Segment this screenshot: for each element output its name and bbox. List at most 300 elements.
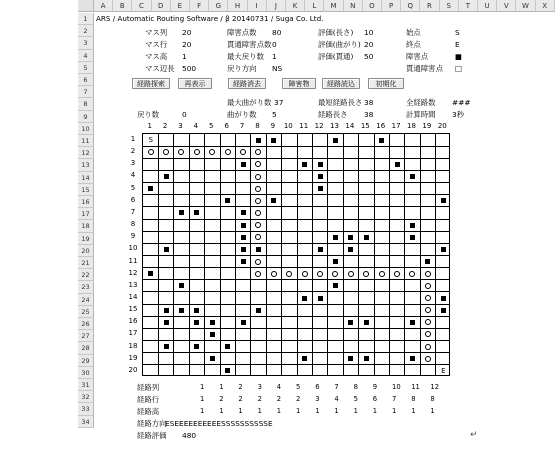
redisplay-button[interactable]: 再表示 — [178, 78, 212, 89]
grid-cell[interactable] — [343, 292, 358, 304]
grid-cell[interactable] — [405, 219, 420, 231]
grid-cell[interactable] — [205, 341, 220, 353]
grid-cell[interactable] — [205, 219, 220, 231]
grid-cell[interactable] — [436, 256, 451, 268]
grid-cell[interactable] — [420, 365, 435, 377]
column-header[interactable]: F — [190, 0, 209, 12]
grid-cell[interactable] — [405, 353, 420, 365]
row-header[interactable]: 21 — [78, 257, 94, 269]
row-header[interactable]: 13 — [78, 159, 94, 171]
grid-cell[interactable] — [158, 328, 173, 340]
grid-cell[interactable] — [359, 219, 374, 231]
grid-cell[interactable] — [235, 231, 250, 243]
grid-cell[interactable] — [220, 353, 235, 365]
grid-cell[interactable] — [251, 268, 266, 280]
grid-cell[interactable] — [328, 195, 343, 207]
grid-cell[interactable] — [297, 365, 312, 377]
grid-cell[interactable] — [158, 207, 173, 219]
grid-cell[interactable] — [266, 183, 281, 195]
grid-cell[interactable] — [189, 207, 204, 219]
grid-cell[interactable] — [174, 243, 189, 255]
grid-cell[interactable] — [282, 268, 297, 280]
grid-cell[interactable] — [312, 158, 327, 170]
grid-cell[interactable] — [251, 170, 266, 182]
grid-cell[interactable] — [143, 304, 158, 316]
row-header[interactable]: 12 — [78, 147, 94, 159]
param-value[interactable]: 20 — [182, 40, 192, 49]
grid-cell[interactable] — [251, 207, 266, 219]
grid-cell[interactable] — [235, 219, 250, 231]
grid-cell[interactable] — [189, 292, 204, 304]
grid-cell[interactable] — [389, 268, 404, 280]
grid-cell[interactable] — [251, 134, 266, 146]
grid-cell[interactable] — [374, 328, 389, 340]
grid-cell[interactable] — [282, 183, 297, 195]
grid-cell[interactable] — [374, 292, 389, 304]
grid-cell[interactable] — [220, 219, 235, 231]
grid-cell[interactable] — [220, 146, 235, 158]
grid-cell[interactable] — [266, 292, 281, 304]
grid-cell[interactable] — [158, 316, 173, 328]
grid-cell[interactable] — [359, 134, 374, 146]
row-header[interactable]: 27 — [78, 330, 94, 342]
grid-cell[interactable] — [297, 328, 312, 340]
grid-cell[interactable] — [282, 316, 297, 328]
grid-cell[interactable] — [297, 256, 312, 268]
grid-cell[interactable] — [143, 146, 158, 158]
grid-cell[interactable] — [189, 353, 204, 365]
grid-cell[interactable] — [436, 219, 451, 231]
grid-cell[interactable] — [389, 316, 404, 328]
grid-cell[interactable] — [158, 365, 173, 377]
grid-cell[interactable] — [436, 341, 451, 353]
grid-cell[interactable] — [220, 365, 235, 377]
grid-cell[interactable] — [220, 268, 235, 280]
row-header[interactable]: 28 — [78, 342, 94, 354]
grid-cell[interactable] — [328, 207, 343, 219]
grid-cell[interactable] — [220, 207, 235, 219]
start-cell[interactable]: S — [148, 136, 153, 145]
grid-cell[interactable] — [420, 231, 435, 243]
grid-cell[interactable] — [266, 353, 281, 365]
row-header[interactable]: 31 — [78, 379, 94, 391]
grid-cell[interactable] — [143, 231, 158, 243]
grid-cell[interactable] — [312, 219, 327, 231]
grid-cell[interactable] — [266, 134, 281, 146]
grid-cell[interactable] — [282, 304, 297, 316]
grid-cell[interactable] — [405, 341, 420, 353]
grid-cell[interactable] — [266, 341, 281, 353]
row-header[interactable]: 6 — [78, 74, 94, 86]
grid-cell[interactable] — [343, 207, 358, 219]
grid-cell[interactable] — [174, 365, 189, 377]
column-header[interactable]: V — [497, 0, 516, 12]
grid-cell[interactable] — [143, 328, 158, 340]
grid-cell[interactable] — [158, 231, 173, 243]
grid-cell[interactable] — [235, 207, 250, 219]
grid-cell[interactable] — [405, 304, 420, 316]
grid-cell[interactable] — [251, 328, 266, 340]
grid-cell[interactable] — [328, 316, 343, 328]
grid-cell[interactable] — [174, 195, 189, 207]
grid-cell[interactable] — [389, 280, 404, 292]
grid-cell[interactable] — [297, 183, 312, 195]
grid-cell[interactable] — [312, 292, 327, 304]
column-header[interactable]: K — [286, 0, 305, 12]
grid-cell[interactable] — [312, 341, 327, 353]
grid-cell[interactable] — [405, 207, 420, 219]
column-header[interactable]: I — [248, 0, 267, 12]
grid-cell[interactable] — [297, 304, 312, 316]
grid-cell[interactable] — [312, 365, 327, 377]
grid-cell[interactable] — [220, 292, 235, 304]
grid-cell[interactable] — [374, 146, 389, 158]
grid-cell[interactable] — [158, 353, 173, 365]
grid-cell[interactable] — [297, 134, 312, 146]
column-header[interactable]: O — [363, 0, 382, 12]
grid-cell[interactable] — [297, 195, 312, 207]
grid-cell[interactable] — [343, 146, 358, 158]
initialize-button[interactable]: 初期化 — [368, 78, 404, 89]
grid-cell[interactable] — [266, 146, 281, 158]
grid-cell[interactable] — [436, 268, 451, 280]
grid-cell[interactable] — [158, 158, 173, 170]
grid-cell[interactable] — [235, 316, 250, 328]
grid-cell[interactable] — [405, 183, 420, 195]
grid-cell[interactable] — [205, 183, 220, 195]
column-header[interactable]: P — [382, 0, 401, 12]
grid-cell[interactable] — [359, 195, 374, 207]
grid-cell[interactable] — [312, 268, 327, 280]
grid-cell[interactable] — [205, 207, 220, 219]
grid-cell[interactable] — [220, 170, 235, 182]
grid-cell[interactable] — [189, 158, 204, 170]
column-header[interactable]: U — [478, 0, 497, 12]
row-header[interactable]: 33 — [78, 403, 94, 415]
grid-cell[interactable] — [389, 353, 404, 365]
grid-cell[interactable] — [389, 328, 404, 340]
grid-cell[interactable] — [359, 292, 374, 304]
grid-cell[interactable] — [189, 304, 204, 316]
grid-cell[interactable] — [389, 170, 404, 182]
grid-cell[interactable] — [312, 207, 327, 219]
grid-cell[interactable] — [312, 353, 327, 365]
grid-cell[interactable] — [297, 207, 312, 219]
grid-cell[interactable] — [158, 268, 173, 280]
grid-cell[interactable] — [235, 195, 250, 207]
grid-cell[interactable] — [343, 219, 358, 231]
grid-cell[interactable] — [158, 183, 173, 195]
grid-cell[interactable] — [220, 195, 235, 207]
grid-cell[interactable] — [266, 328, 281, 340]
grid-cell[interactable] — [328, 231, 343, 243]
grid-cell[interactable] — [374, 207, 389, 219]
grid-cell[interactable] — [282, 280, 297, 292]
grid-cell[interactable] — [297, 353, 312, 365]
row-header[interactable]: 7 — [78, 86, 94, 98]
grid-cell[interactable] — [174, 280, 189, 292]
grid-cell[interactable] — [328, 365, 343, 377]
grid-cell[interactable] — [436, 304, 451, 316]
grid-cell[interactable] — [251, 292, 266, 304]
grid-cell[interactable] — [436, 353, 451, 365]
weight-value[interactable]: 20 — [364, 40, 374, 49]
grid-cell[interactable] — [420, 195, 435, 207]
column-header[interactable]: A — [94, 0, 113, 12]
grid-cell[interactable] — [420, 341, 435, 353]
grid-cell[interactable] — [189, 219, 204, 231]
grid-cell[interactable] — [312, 170, 327, 182]
column-header[interactable]: T — [459, 0, 478, 12]
grid-cell[interactable] — [282, 341, 297, 353]
grid-cell[interactable] — [312, 243, 327, 255]
row-header[interactable]: 3 — [78, 37, 94, 49]
grid-cell[interactable] — [205, 304, 220, 316]
grid-cell[interactable] — [143, 256, 158, 268]
grid-cell[interactable] — [328, 158, 343, 170]
grid-cell[interactable] — [405, 280, 420, 292]
row-header[interactable]: 17 — [78, 208, 94, 220]
grid-cell[interactable] — [374, 158, 389, 170]
row-header[interactable]: 20 — [78, 245, 94, 257]
grid-cell[interactable] — [205, 365, 220, 377]
grid-cell[interactable] — [251, 365, 266, 377]
grid-cell[interactable] — [220, 328, 235, 340]
grid-cell[interactable] — [251, 316, 266, 328]
weight-value[interactable]: 10 — [364, 28, 374, 37]
grid-cell[interactable] — [405, 195, 420, 207]
grid-cell[interactable] — [174, 207, 189, 219]
grid-cell[interactable] — [189, 328, 204, 340]
grid-cell[interactable] — [174, 256, 189, 268]
grid-cell[interactable] — [143, 316, 158, 328]
grid-cell[interactable] — [374, 183, 389, 195]
grid-cell[interactable] — [205, 134, 220, 146]
grid-cell[interactable] — [282, 243, 297, 255]
row-header[interactable]: 9 — [78, 111, 94, 123]
grid-cell[interactable] — [205, 195, 220, 207]
grid-cell[interactable] — [235, 158, 250, 170]
grid-cell[interactable] — [405, 365, 420, 377]
grid-cell[interactable] — [235, 280, 250, 292]
grid-cell[interactable] — [436, 170, 451, 182]
grid-cell[interactable] — [312, 134, 327, 146]
column-header[interactable]: N — [344, 0, 363, 12]
grid-cell[interactable] — [420, 292, 435, 304]
grid-cell[interactable] — [235, 268, 250, 280]
grid-cell[interactable] — [143, 158, 158, 170]
route-search-button[interactable]: 経路探索 — [132, 78, 170, 89]
grid-cell[interactable] — [251, 256, 266, 268]
grid-cell[interactable] — [143, 280, 158, 292]
grid-cell[interactable] — [359, 243, 374, 255]
row-header[interactable]: 4 — [78, 50, 94, 62]
grid-cell[interactable] — [420, 170, 435, 182]
row-header[interactable]: 24 — [78, 294, 94, 306]
grid-cell[interactable] — [420, 183, 435, 195]
grid-cell[interactable] — [266, 231, 281, 243]
grid-cell[interactable] — [436, 195, 451, 207]
grid-cell[interactable] — [235, 304, 250, 316]
grid-cell[interactable] — [405, 328, 420, 340]
row-header[interactable]: 29 — [78, 355, 94, 367]
end-cell[interactable]: E — [441, 366, 446, 375]
grid-cell[interactable] — [389, 158, 404, 170]
grid-cell[interactable] — [359, 365, 374, 377]
grid-cell[interactable] — [189, 170, 204, 182]
grid-cell[interactable] — [235, 243, 250, 255]
grid-cell[interactable] — [297, 280, 312, 292]
column-header[interactable]: G — [209, 0, 228, 12]
grid-cell[interactable] — [328, 292, 343, 304]
grid-cell[interactable] — [359, 170, 374, 182]
grid-cell[interactable] — [235, 146, 250, 158]
grid-cell[interactable] — [143, 243, 158, 255]
grid-cell[interactable] — [436, 316, 451, 328]
grid-cell[interactable] — [359, 341, 374, 353]
grid-cell[interactable] — [328, 183, 343, 195]
grid-cell[interactable] — [189, 256, 204, 268]
grid-cell[interactable] — [205, 328, 220, 340]
grid-cell[interactable] — [143, 195, 158, 207]
grid-cell[interactable] — [343, 316, 358, 328]
grid-cell[interactable] — [389, 341, 404, 353]
grid-cell[interactable] — [189, 280, 204, 292]
grid-cell[interactable] — [328, 280, 343, 292]
grid-cell[interactable] — [251, 243, 266, 255]
grid-cell[interactable] — [389, 183, 404, 195]
grid-cell[interactable] — [220, 231, 235, 243]
grid-cell[interactable] — [343, 280, 358, 292]
grid-cell[interactable] — [374, 365, 389, 377]
grid-cell[interactable] — [220, 243, 235, 255]
grid-cell[interactable] — [266, 243, 281, 255]
route-clear-button[interactable]: 経路消去 — [228, 78, 266, 89]
grid-cell[interactable] — [158, 195, 173, 207]
grid-cell[interactable] — [189, 316, 204, 328]
grid-cell[interactable] — [359, 183, 374, 195]
grid-cell[interactable] — [436, 146, 451, 158]
grid-cell[interactable] — [374, 195, 389, 207]
grid-cell[interactable] — [235, 292, 250, 304]
column-header[interactable]: L — [305, 0, 324, 12]
grid-cell[interactable] — [235, 134, 250, 146]
route-load-button[interactable]: 経路読込 — [322, 78, 360, 89]
grid-cell[interactable] — [251, 219, 266, 231]
grid-cell[interactable] — [174, 268, 189, 280]
grid-cell[interactable] — [189, 195, 204, 207]
column-header[interactable]: B — [113, 0, 132, 12]
grid-cell[interactable] — [282, 365, 297, 377]
grid-cell[interactable] — [405, 134, 420, 146]
grid-cell[interactable] — [297, 341, 312, 353]
grid-cell[interactable] — [251, 195, 266, 207]
grid-cell[interactable] — [297, 316, 312, 328]
grid-cell[interactable] — [189, 231, 204, 243]
grid-cell[interactable] — [266, 280, 281, 292]
grid-cell[interactable] — [374, 353, 389, 365]
grid-cell[interactable] — [251, 341, 266, 353]
grid-cell[interactable] — [359, 256, 374, 268]
grid-cell[interactable] — [420, 134, 435, 146]
grid-cell[interactable] — [220, 304, 235, 316]
grid-cell[interactable] — [343, 304, 358, 316]
grid-cell[interactable] — [297, 292, 312, 304]
grid-cell[interactable] — [343, 341, 358, 353]
grid-cell[interactable] — [389, 219, 404, 231]
grid-cell[interactable] — [312, 256, 327, 268]
grid-cell[interactable] — [436, 207, 451, 219]
grid-cell[interactable] — [251, 158, 266, 170]
grid-cell[interactable] — [174, 146, 189, 158]
grid-cell[interactable] — [205, 243, 220, 255]
grid-cell[interactable] — [389, 134, 404, 146]
row-header[interactable]: 2 — [78, 25, 94, 37]
select-all-corner[interactable] — [78, 0, 94, 12]
grid-cell[interactable] — [343, 158, 358, 170]
grid-cell[interactable] — [189, 365, 204, 377]
grid-cell[interactable] — [158, 256, 173, 268]
grid-cell[interactable] — [143, 219, 158, 231]
column-header[interactable]: E — [171, 0, 190, 12]
grid-cell[interactable] — [220, 256, 235, 268]
grid-cell[interactable] — [143, 268, 158, 280]
grid-cell[interactable] — [405, 256, 420, 268]
grid-cell[interactable] — [297, 231, 312, 243]
grid-cell[interactable] — [420, 219, 435, 231]
grid-cell[interactable] — [312, 316, 327, 328]
grid-cell[interactable] — [359, 353, 374, 365]
grid-cell[interactable] — [158, 280, 173, 292]
grid-cell[interactable] — [343, 365, 358, 377]
grid-cell[interactable] — [143, 207, 158, 219]
grid-cell[interactable] — [405, 243, 420, 255]
grid-cell[interactable] — [312, 304, 327, 316]
grid-cell[interactable] — [282, 134, 297, 146]
grid-cell[interactable] — [174, 231, 189, 243]
column-header[interactable]: D — [152, 0, 171, 12]
grid-cell[interactable] — [251, 280, 266, 292]
column-header[interactable]: S — [440, 0, 459, 12]
grid-cell[interactable] — [420, 316, 435, 328]
column-header[interactable]: W — [516, 0, 535, 12]
row-header[interactable]: 26 — [78, 318, 94, 330]
grid-cell[interactable] — [205, 280, 220, 292]
grid-cell[interactable] — [282, 328, 297, 340]
grid-cell[interactable] — [359, 158, 374, 170]
grid-cell[interactable] — [389, 365, 404, 377]
column-header[interactable]: J — [267, 0, 286, 12]
grid-cell[interactable] — [420, 353, 435, 365]
grid-cell[interactable] — [359, 207, 374, 219]
row-header[interactable]: 30 — [78, 367, 94, 379]
grid-cell[interactable] — [343, 231, 358, 243]
grid-cell[interactable] — [158, 219, 173, 231]
grid-cell[interactable] — [312, 195, 327, 207]
grid-cell[interactable] — [143, 353, 158, 365]
grid-cell[interactable] — [143, 170, 158, 182]
grid-cell[interactable] — [312, 280, 327, 292]
grid-cell[interactable] — [189, 146, 204, 158]
grid-cell[interactable] — [297, 146, 312, 158]
grid-cell[interactable] — [359, 146, 374, 158]
grid-cell[interactable] — [158, 341, 173, 353]
grid-cell[interactable] — [235, 341, 250, 353]
grid-cell[interactable] — [266, 304, 281, 316]
column-header[interactable]: Q — [401, 0, 420, 12]
grid-cell[interactable] — [328, 134, 343, 146]
param-value[interactable]: 500 — [182, 64, 197, 73]
